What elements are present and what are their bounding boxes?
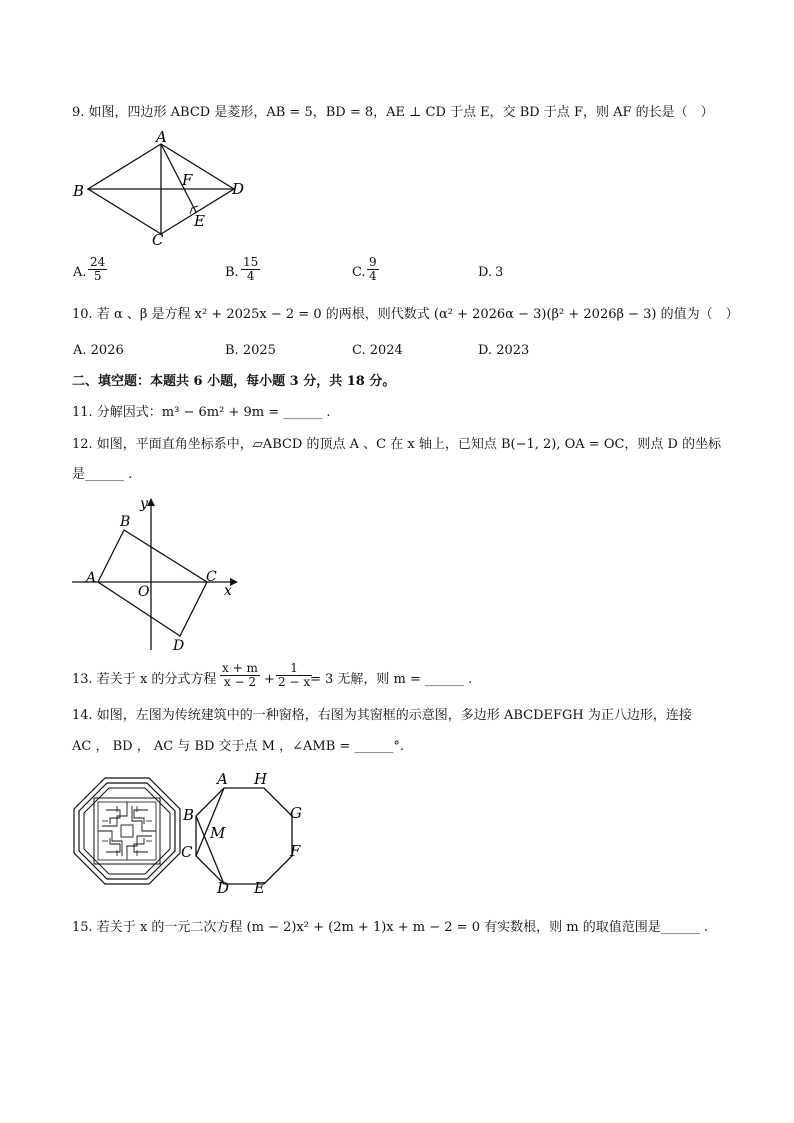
q13-fraction-1 bbox=[220, 662, 260, 689]
q9-option-a-fraction bbox=[88, 256, 107, 283]
q9-option-d-value: 3 bbox=[495, 265, 504, 280]
q9-option-a-den: 5 bbox=[93, 269, 102, 283]
q9-option-c-letter: C. bbox=[352, 265, 366, 280]
q9-option-c-num: 9 bbox=[369, 255, 377, 269]
q14-line2: AC ， BD ， AC 与 BD 交于点 M ，∠AMB = ______°. bbox=[72, 739, 405, 754]
q10-option-b: B. 2025 bbox=[225, 343, 276, 358]
q14-label-E: E bbox=[254, 879, 265, 897]
q9-rhombus-figure bbox=[70, 128, 250, 254]
q12-coordinate-figure bbox=[68, 494, 248, 654]
q12-label-B: B bbox=[120, 514, 131, 530]
q9-option-d-letter: D. bbox=[478, 265, 493, 280]
q13-suffix: = 3 无解，则 m = ______ . bbox=[310, 672, 473, 687]
q13-f2-den: 2 − x bbox=[278, 675, 311, 689]
q14-label-D: D bbox=[217, 879, 230, 897]
q15-text: 15. 若关于 x 的一元二次方程 (m − 2)x² + (2m + 1)x + m − 2 = 0 有实数根，则 m 的取值范围是______ . bbox=[72, 920, 708, 935]
q9-option-b-letter: B. bbox=[225, 265, 239, 280]
q14-label-B: B bbox=[183, 806, 195, 824]
q9-option-c-fraction bbox=[367, 256, 379, 283]
q13-prefix: 13. 若关于 x 的分式方程 bbox=[72, 672, 217, 687]
q12-label-O: O bbox=[138, 584, 150, 600]
q9-text: 9. 如图，四边形 ABCD 是菱形，AB = 5，BD = 8，AE ⊥ CD 于点 E，交 BD 于点 F，则 AF 的长是（ ） bbox=[72, 105, 714, 120]
q11-text: 11. 分解因式：m³ − 6m² + 9m = ______ . bbox=[72, 405, 331, 420]
q14-label-G: G bbox=[290, 804, 302, 822]
q10-option-a: A. 2026 bbox=[73, 343, 124, 358]
q9-option-b-den: 4 bbox=[246, 269, 255, 283]
q14-label-C: C bbox=[181, 843, 193, 861]
q9-label-F: F bbox=[182, 171, 193, 189]
q13-f1-num: x + m bbox=[222, 661, 258, 675]
q14-label-F: F bbox=[290, 842, 301, 860]
q12-label-A: A bbox=[86, 570, 97, 586]
q10-text: 10. 若 α 、β 是方程 x² + 2025x − 2 = 0 的两根，则代数式 (α² + 2026α − 3)(β² + 2026β − 3) 的值为（ ） bbox=[72, 307, 739, 322]
section2-title: 二、填空题：本题共 6 小题，每小题 3 分，共 18 分。 bbox=[72, 374, 396, 389]
q14-label-M: M bbox=[210, 824, 226, 842]
q9-label-C: C bbox=[152, 231, 164, 249]
q9-label-B: B bbox=[73, 182, 85, 200]
q14-label-A: A bbox=[217, 770, 228, 788]
q9-option-a-num: 24 bbox=[90, 255, 106, 269]
q13-plus: + bbox=[264, 672, 275, 687]
q12-label-C: C bbox=[206, 569, 217, 585]
q10-option-c: C. 2024 bbox=[352, 343, 403, 358]
q14-label-H: H bbox=[254, 770, 268, 788]
q12-line1: 12. 如图，平面直角坐标系中，▱ABCD 的顶点 A 、C 在 x 轴上，已知点 B(−1, 2), OA = OC，则点 D 的坐标 bbox=[72, 437, 722, 452]
q12-label-y: y bbox=[140, 496, 148, 512]
q13-f1-den: x − 2 bbox=[223, 675, 256, 689]
q12-label-x: x bbox=[224, 583, 232, 599]
q9-label-A: A bbox=[156, 128, 167, 146]
q9-option-a-letter: A. bbox=[73, 265, 87, 280]
q14-line1: 14. 如图，左图为传统建筑中的一种窗格，右图为其窗框的示意图，多边形 ABCDEFGH 为正八边形，连接 bbox=[72, 708, 692, 723]
q10-option-d: D. 2023 bbox=[478, 343, 530, 358]
q9-option-c-den: 4 bbox=[369, 269, 377, 283]
q14-window-lattice-figure bbox=[72, 776, 182, 886]
q9-option-b-fraction bbox=[241, 256, 260, 283]
q9-label-D: D bbox=[232, 180, 245, 198]
q13-f2-num: 1 bbox=[276, 662, 312, 676]
q12-line2: 是______ . bbox=[72, 467, 133, 482]
q12-label-D: D bbox=[173, 638, 185, 654]
q14-octagon-figure bbox=[180, 770, 302, 897]
q13-fraction-2 bbox=[276, 662, 312, 689]
q9-label-E: E bbox=[194, 212, 205, 230]
q9-option-b-num: 15 bbox=[243, 255, 259, 269]
